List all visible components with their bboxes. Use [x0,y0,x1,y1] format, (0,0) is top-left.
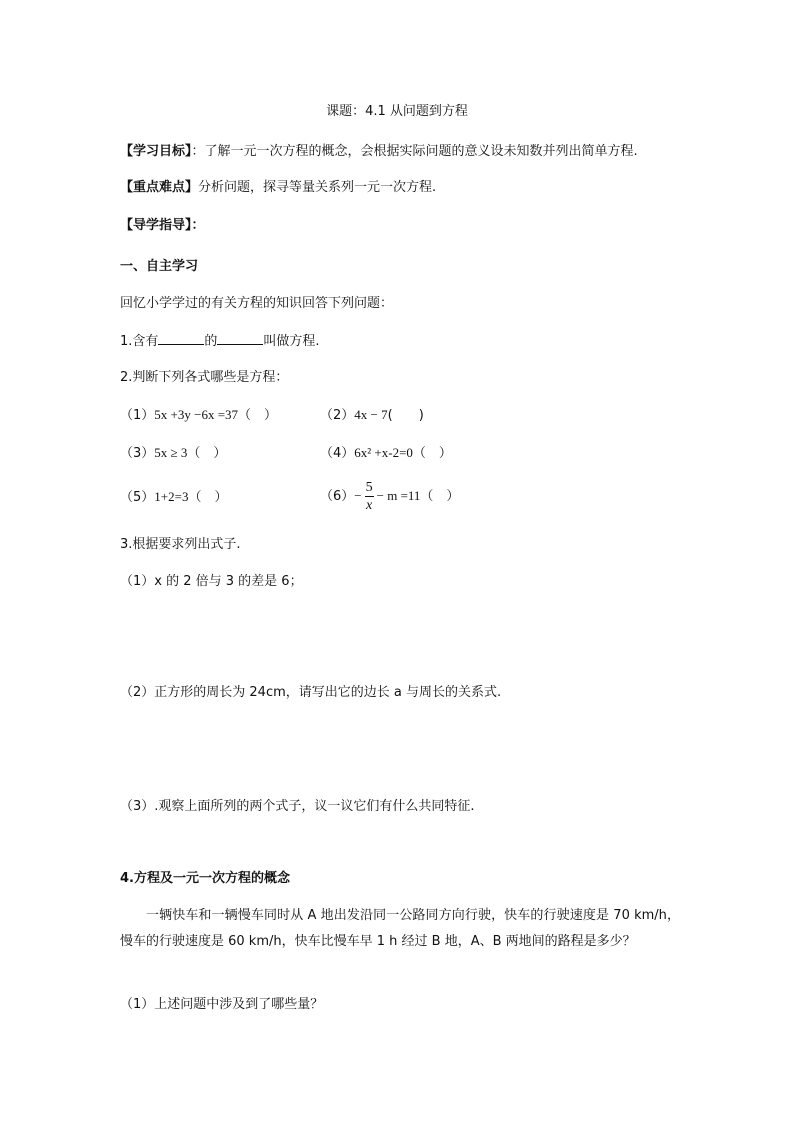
question-1 [120,332,320,351]
item-5-label: （5） [120,490,155,505]
keypoints-label: 【重点难点】 [120,180,199,195]
keypoints-text: 分析问题，探寻等量关系列一元一次方程. [198,180,437,195]
section4-problem: 一辆快车和一辆慢车同时从 A 地出发沿同一公路同方向行驶，快车的行驶速度是 70 km/h，慢车的行驶速度是 60 km/h，快车比慢车早 1 h 经过 B 地，A、B 两地间的路程是多少？ [120,908,680,949]
section4-sub1: （1）上述问题中涉及到了哪些量？ [120,997,324,1012]
section1-intro: 回忆小学学过的有关方程的知识回答下列问题： [120,296,394,311]
item-2-expr: 4x − 7 [354,407,388,422]
guide-heading [120,217,205,235]
q1-blank-1[interactable] [158,332,204,345]
section1-heading: 一、自主学习 [120,259,199,274]
item-5-expr: 1+2=3 [154,489,189,504]
item-4-label: （4） [320,446,355,461]
item-6-rest: − m =11 [376,488,421,503]
question-3-1: （1）x 的 2 倍与 3 的差是 6； [120,574,303,589]
item-6-numerator: 5 [365,480,373,495]
question-2: 2.判断下列各式哪些是方程： [120,370,289,385]
item-6-denominator: x [366,498,373,513]
guide-label: 【导学指导】 [120,218,192,233]
key-points [120,179,436,197]
item-2-paren[interactable]: ( ) [387,408,424,423]
q1-blank-2[interactable] [217,332,263,345]
item-4-expr: 6x² +x-2=0 [354,445,413,460]
item-1-label: （1） [120,408,155,423]
item-6-minus: − [354,488,362,503]
objective-text: ：了解一元一次方程的概念，会根据实际问题的意义设未知数并列出简单方程. [191,144,638,159]
question-3-3: （3）.观察上面所列的两个式子，议一议它们有什么共同特征. [120,799,475,814]
section4-heading: 4.方程及一元一次方程的概念 [120,871,290,886]
item-3-label: （3） [120,446,155,461]
item-4-paren[interactable]: （ ） [412,446,452,461]
item-6-label: （6） [320,489,355,504]
objective-label: 【学习目标】 [120,144,192,159]
item-3-expr: 5x ≥ 3 [154,445,188,460]
learning-objective [120,143,638,161]
item-1-paren[interactable]: （ ） [238,408,278,423]
question-3: 3.根据要求列出式子. [120,537,241,552]
page-title: 课题：4.1 从问题到方程 [326,104,468,119]
item-2-label: （2） [320,408,355,423]
question-3-2: （2）正方形的周长为 24cm，请写出它的边长 a 与周长的关系式. [120,685,502,700]
item-6 [320,474,459,519]
q1-part-a: 1.含有 [120,334,159,349]
item-2 [320,406,424,425]
item-5-paren[interactable]: （ ） [188,490,228,505]
item-1-expr: 5x +3y −6x =37 [154,407,239,422]
item-6-paren[interactable]: （ ） [420,489,460,504]
item-4 [320,444,452,463]
item-1 [120,406,277,425]
q1-part-b: 的 [204,334,218,349]
guide-suffix: ： [191,218,205,233]
item-3-paren[interactable]: （ ） [187,446,227,461]
item-3 [120,444,226,463]
item-6-fraction [365,479,374,514]
item-5 [120,488,227,507]
q1-part-c: 叫做方程. [263,334,320,349]
